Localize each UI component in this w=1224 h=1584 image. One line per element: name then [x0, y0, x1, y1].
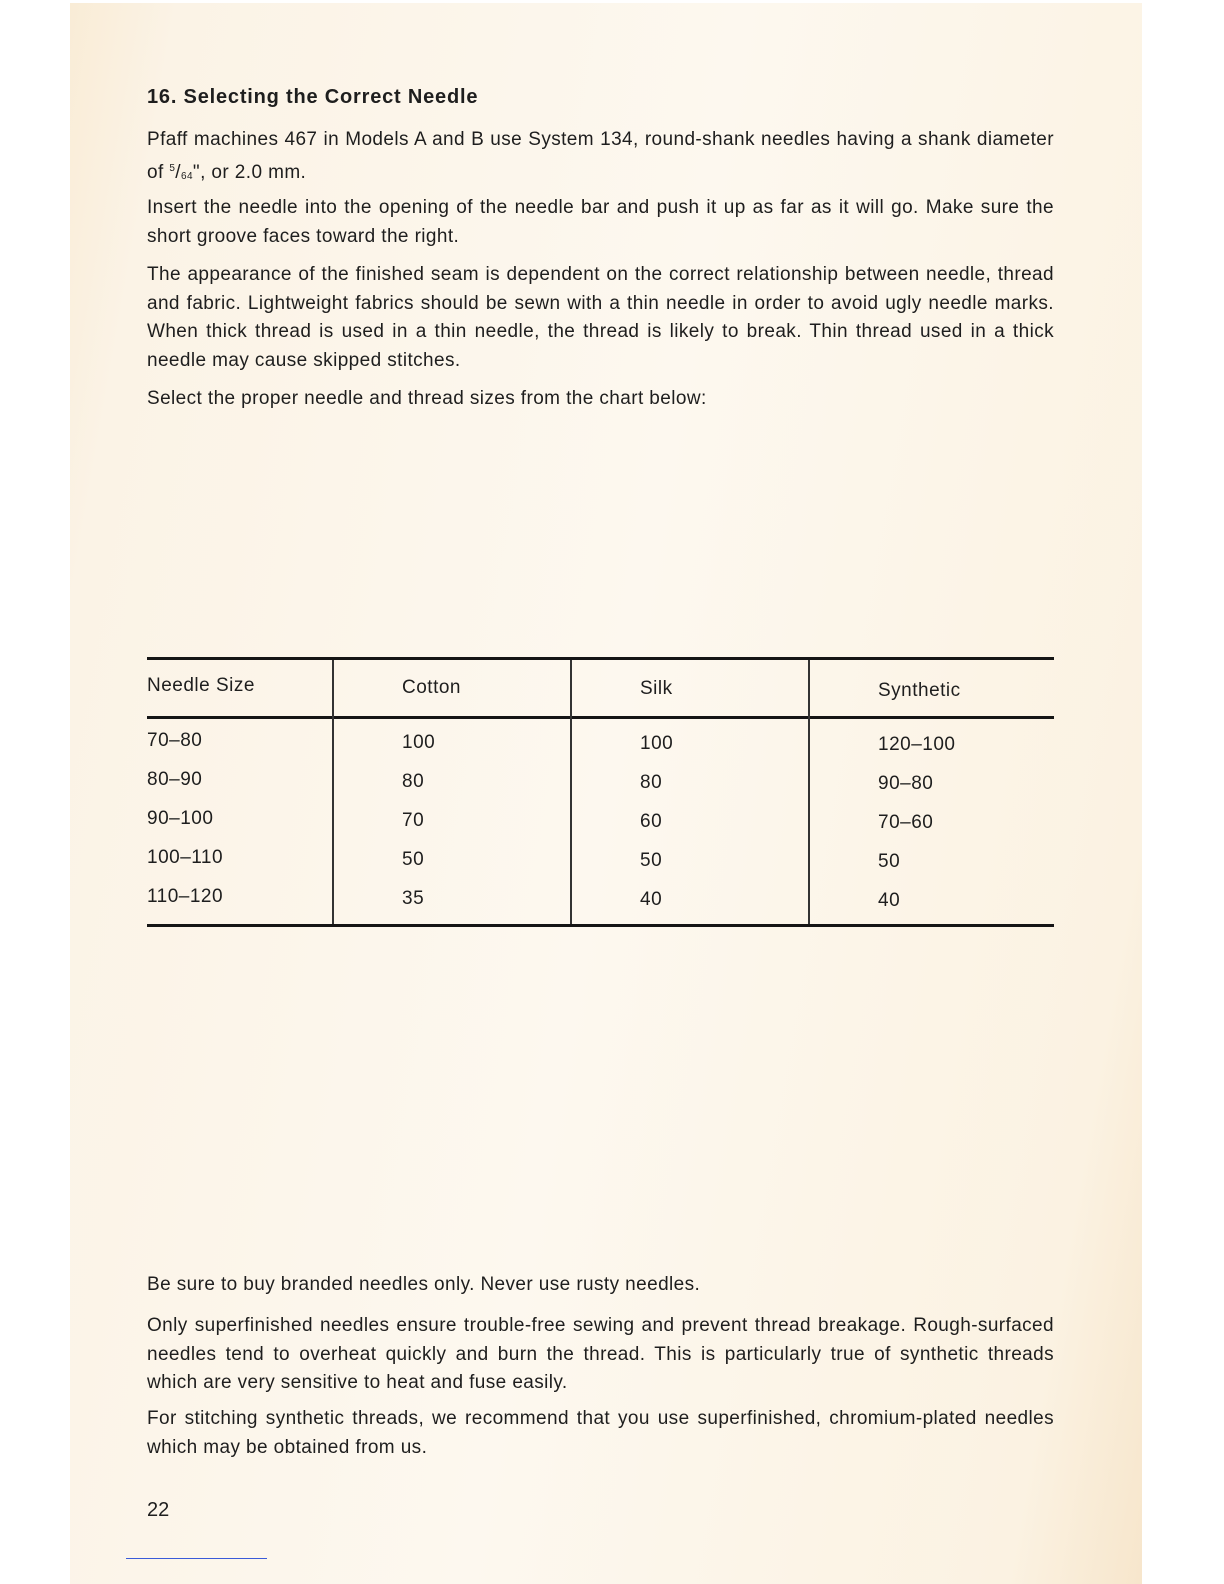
fraction-denominator: 64 — [180, 170, 193, 182]
cell-needle-size: 90–100 — [147, 808, 214, 829]
table-column-divider — [808, 660, 810, 924]
intro-paragraph-1: Pfaff machines 467 in Models A and B use System 134, round-shank needles having a shank diameter of $^5$/64", or 2.0 mm. — [147, 129, 1054, 183]
header-needle-size: Needle Size — [147, 675, 255, 696]
cell-needle-size: 100–110 — [147, 847, 224, 868]
table-column-divider — [570, 660, 572, 924]
table-column-divider — [332, 660, 334, 924]
header-synthetic: Synthetic — [878, 680, 961, 701]
scan-artifact-line — [126, 1558, 267, 1559]
intro-paragraph-3: The appearance of the finished seam is dependent on the correct relationship between needle, thread and fabric. Lightweight fabrics should be sewn with a thin needle in order to avoid ugly needle marks. When thick thread is used in a thin needle, the thread is likely to break. Thin thread used in a thick needle may cause skipped stitches. — [147, 264, 1054, 371]
cell-silk: 60 — [640, 811, 663, 832]
section-heading: 16. Selecting the Correct Needle — [147, 86, 479, 108]
intro-paragraph-1-text: Pfaff machines 467 in Models A and B use System 134, round-shank needles having a shank diameter of — [147, 129, 1054, 183]
cell-synthetic: 50 — [878, 851, 901, 872]
cell-cotton: 35 — [402, 888, 425, 909]
cell-cotton: 100 — [402, 732, 436, 753]
fraction-numerator: 5 — [169, 162, 176, 174]
intro-paragraph-4: Select the proper needle and thread sizes from the chart below: — [147, 388, 707, 409]
note-paragraph-1: Be sure to buy branded needles only. Never use rusty needles. — [147, 1274, 701, 1295]
cell-synthetic: 90–80 — [878, 773, 934, 794]
cell-cotton: 80 — [402, 771, 425, 792]
header-silk: Silk — [640, 678, 673, 699]
table-top-rule — [147, 657, 1054, 660]
note-paragraph-2: Only superfinished needles ensure trouble-free sewing and prevent thread breakage. Rough-surfaced needles tend to overheat quickly and burn the thread. This is particularly true of synthetic threads which are very sensitive to heat and fuse easily. — [147, 1315, 1054, 1393]
intro-paragraph-1-end: ", or 2.0 mm. — [192, 161, 307, 183]
cell-synthetic: 120–100 — [878, 734, 956, 755]
page-number: 22 — [147, 1499, 170, 1521]
cell-needle-size: 80–90 — [147, 769, 203, 790]
table-bottom-rule — [147, 924, 1054, 927]
cell-silk: 40 — [640, 889, 663, 910]
header-cotton: Cotton — [402, 677, 461, 698]
cell-needle-size: 110–120 — [147, 886, 224, 907]
cell-synthetic: 40 — [878, 890, 901, 911]
cell-silk: 100 — [640, 733, 674, 754]
cell-silk: 50 — [640, 850, 663, 871]
intro-paragraph-2: Insert the needle into the opening of the needle bar and push it up as far as it will go. Make sure the short groove faces toward the right. — [147, 197, 1054, 247]
cell-silk: 80 — [640, 772, 663, 793]
cell-cotton: 70 — [402, 810, 425, 831]
table-header-rule — [147, 716, 1054, 719]
note-paragraph-3: For stitching synthetic threads, we recommend that you use superfinished, chromium-plated needles which may be obtained from us. — [147, 1408, 1054, 1458]
cell-synthetic: 70–60 — [878, 812, 934, 833]
cell-needle-size: 70–80 — [147, 730, 203, 751]
cell-cotton: 50 — [402, 849, 425, 870]
